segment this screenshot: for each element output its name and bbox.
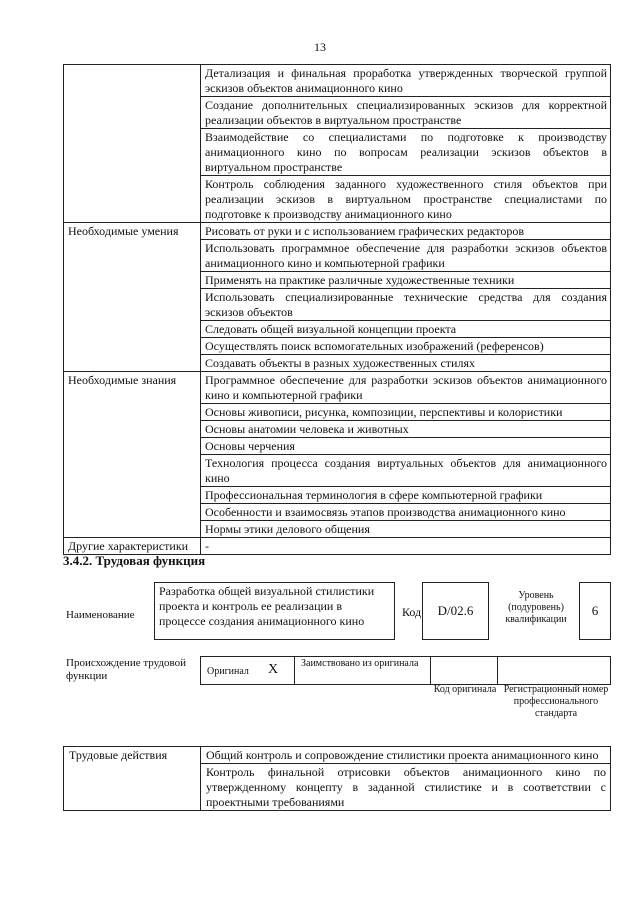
table-row — [64, 747, 611, 764]
level-value: 6 — [579, 582, 611, 640]
code-value: D/02.6 — [422, 582, 489, 640]
row-item: Осуществлять поиск вспомогательных изображений (референсов) — [201, 338, 611, 355]
row-item: Использовать программное обеспечение для разработки эскизов объектов анимационного кино и компьютерной графики — [201, 240, 611, 272]
row-item: Применять на практике различные художественные техники — [201, 272, 611, 289]
row-item: Взаимодействие со специалистами по подготовке к производству анимационного кино по вопросам реализации эскизов объектов в виртуальном пространстве — [201, 129, 611, 176]
original-cell — [200, 656, 295, 685]
level-label: Уровень (подуровень) квалификации — [505, 590, 567, 625]
row-group-label: Необходимые умения — [64, 223, 201, 372]
row-item: Особенности и взаимосвязь этапов производства анимационного кино — [201, 504, 611, 521]
row-item: - — [201, 538, 611, 555]
section-title: 3.4.2. Трудовая функция — [63, 553, 206, 568]
row-item: Основы живописи, рисунка, композиции, перспективы и колористики — [201, 404, 611, 421]
row-item: Программное обеспечение для разработки эскизов объектов анимационного кино и компьютерной графики — [201, 372, 611, 404]
labor-actions-table — [63, 746, 611, 811]
name-label: Наименование — [66, 609, 135, 621]
row-group-label: Необходимые знания — [64, 372, 201, 538]
origin-label: Происхождение трудовой функции — [66, 657, 187, 682]
row-group-label — [64, 65, 201, 223]
code-label: Код — [402, 605, 422, 619]
labor-actions-label: Трудовые действия — [64, 747, 201, 811]
row-group-label: Другие характеристики — [64, 538, 201, 555]
code-original-cell — [430, 656, 498, 685]
name-value: Разработка общей визуальной стилистики проекта и контроль ее реализации в процессе создания анимационного кино — [154, 582, 395, 640]
labor-action-item: Контроль финальной отрисовки объектов анимационного кино по утвержденному концепту в заданной стилистике и в соответствии с проектными требованиями — [201, 764, 611, 811]
row-item: Профессиональная терминология в сфере компьютерной графики — [201, 487, 611, 504]
row-item: Создавать объекты в разных художественных стилях — [201, 355, 611, 372]
original-label: Оригинал — [207, 666, 249, 677]
table-row — [64, 538, 611, 555]
row-item: Технология процесса создания виртуальных объектов для анимационного кино — [201, 455, 611, 487]
row-item: Основы анатомии человека и животных — [201, 421, 611, 438]
table-row — [64, 65, 611, 97]
row-item: Создание дополнительных специализированных эскизов для корректной реализации объектов в виртуальном пространстве — [201, 97, 611, 129]
original-mark: X — [268, 662, 279, 677]
row-item: Основы черчения — [201, 438, 611, 455]
code-original-caption: Код оригинала — [433, 684, 497, 695]
row-item: Следовать общей визуальной концепции проекта — [201, 321, 611, 338]
requirements-table — [63, 64, 611, 555]
reg-number-caption: Регистрационный номер профессионального стандарта — [503, 684, 609, 719]
row-item: Контроль соблюдения заданного художественного стиля объектов при реализации эскизов в виртуальном пространстве специалистами по подготовке к производству анимационного кино — [201, 176, 611, 223]
reg-number-cell — [497, 656, 611, 685]
table-row — [64, 223, 611, 240]
row-item: Детализация и финальная проработка утвержденных творческой группой эскизов объектов анимационного кино — [201, 65, 611, 97]
row-item: Рисовать от руки и с использованием графических редакторов — [201, 223, 611, 240]
table-row — [64, 372, 611, 404]
labor-action-item: Общий контроль и сопровождение стилистики проекта анимационного кино — [201, 747, 611, 764]
page-number: 13 — [314, 40, 326, 54]
borrowed-cell: Заимствовано из оригинала — [294, 656, 431, 685]
row-item: Использовать специализированные технические средства для создания эскизов объектов — [201, 289, 611, 321]
row-item: Нормы этики делового общения — [201, 521, 611, 538]
